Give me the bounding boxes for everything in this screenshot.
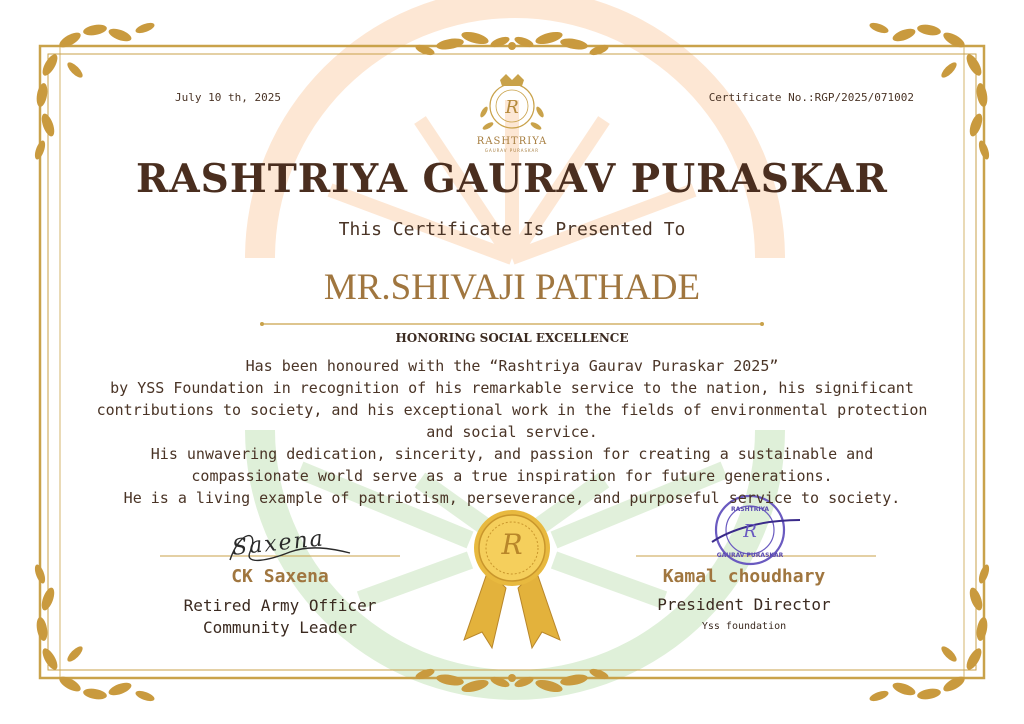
signatory-right-title: President Director bbox=[657, 595, 831, 614]
leaf-ornament-top-left-icon bbox=[33, 21, 156, 161]
name-divider bbox=[260, 322, 764, 326]
certificate-title: RASHTRIYA GAURAV PURASKAR bbox=[136, 156, 888, 202]
citation-line: by YSS Foundation in recognition of his remarkable service to the nation, his significant bbox=[110, 379, 914, 397]
signatory-left-title-2: Community Leader bbox=[202, 618, 358, 637]
recipient-name: MR.SHIVAJI PATHADE bbox=[323, 267, 701, 308]
stamp-letter: R bbox=[743, 521, 757, 542]
medal-letter: R bbox=[501, 528, 523, 561]
certificate-number: Certificate No.:RGP/2025/071002 bbox=[708, 91, 914, 104]
citation-line: and social service. bbox=[426, 423, 598, 441]
logo-subtitle: GAURAV PURASKAR bbox=[484, 148, 540, 153]
citation-line: His unwavering dedication, sincerity, and passion for creating a sustainable and bbox=[150, 445, 874, 463]
signatory-left-name: CK Saxena bbox=[231, 566, 329, 587]
signatory-left-titles bbox=[150, 595, 410, 639]
stamp-bottom-text: GAURAV PURASKAR bbox=[716, 552, 784, 559]
citation-line: Has been honoured with the “Rashtriya Gaurav Puraskar 2025” bbox=[245, 357, 779, 375]
citation-line: contributions to society, and his exceptional work in the fields of environmental protection bbox=[96, 401, 928, 419]
signatory-right-organization: Yss foundation bbox=[701, 621, 787, 632]
signatory-left-title-1: Retired Army Officer bbox=[183, 596, 377, 615]
citation-line: He is a living example of patriotism, perseverance, and purposeful service to society. bbox=[123, 489, 901, 507]
leaf-ornament-bottom-right-icon bbox=[868, 563, 991, 703]
leaf-ornament-top-center-icon bbox=[414, 30, 610, 58]
signatory-right-name: Kamal choudhary bbox=[662, 566, 826, 587]
signature-left: Saxena bbox=[230, 526, 326, 561]
certificate-date: July 10 th, 2025 bbox=[175, 91, 281, 104]
citation-text bbox=[40, 355, 984, 509]
leaf-ornament-bottom-left-icon bbox=[33, 563, 156, 703]
presented-to-label: This Certificate Is Presented To bbox=[338, 219, 686, 240]
stamp-top-text: RASHTRIYA bbox=[731, 506, 769, 513]
logo-letter: R bbox=[505, 97, 519, 118]
logo-name: RASHTRIYA bbox=[476, 136, 548, 147]
citation-line: compassionate world serve as a true inspiration for future generations. bbox=[191, 467, 833, 485]
honoring-heading: HONORING SOCIAL EXCELLENCE bbox=[395, 331, 629, 345]
